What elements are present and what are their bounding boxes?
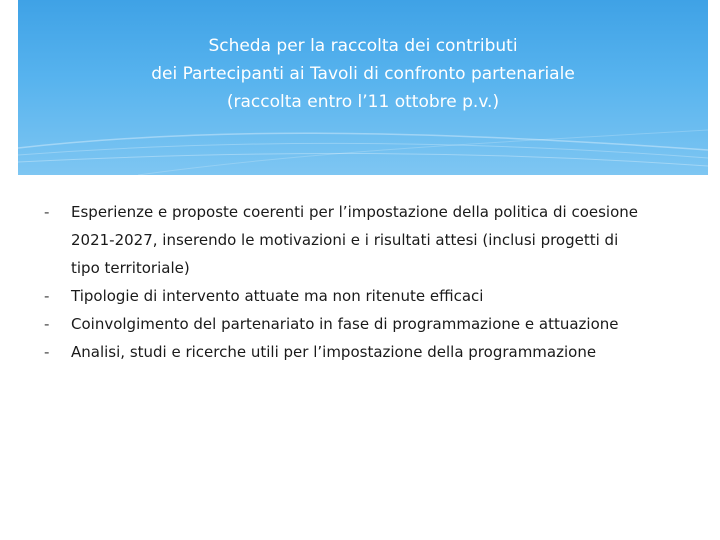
title-line-1: Scheda per la raccolta dei contributi bbox=[208, 36, 518, 56]
list-item-text: Analisi, studi e ricerche utili per l’impostazione della programmazione bbox=[71, 343, 597, 361]
list-item-text: Esperienze e proposte coerenti per l’impostazione della politica di coesione 2021-2027, inserendo le motivazioni e i risultati attesi (inclusi progetti di tipo territoriale) bbox=[71, 203, 638, 277]
dash-marker: - bbox=[44, 287, 50, 305]
title-banner bbox=[18, 0, 708, 175]
list-item bbox=[44, 310, 644, 338]
list-item bbox=[44, 198, 644, 282]
dash-marker: - bbox=[44, 315, 50, 333]
list-item-text: Coinvolgimento del partenariato in fase di programmazione e attuazione bbox=[71, 315, 619, 333]
bullet-list bbox=[44, 198, 644, 366]
page-title bbox=[18, 32, 708, 116]
title-line-3: (raccolta entro l’11 ottobre p.v.) bbox=[226, 92, 500, 112]
list-item bbox=[44, 338, 644, 366]
list-item-text: Tipologie di intervento attuate ma non ritenute efficaci bbox=[71, 287, 484, 305]
dash-marker: - bbox=[44, 203, 50, 221]
list-item bbox=[44, 282, 644, 310]
dash-marker: - bbox=[44, 343, 50, 361]
title-line-2: dei Partecipanti ai Tavoli di confronto partenariale bbox=[151, 64, 575, 84]
